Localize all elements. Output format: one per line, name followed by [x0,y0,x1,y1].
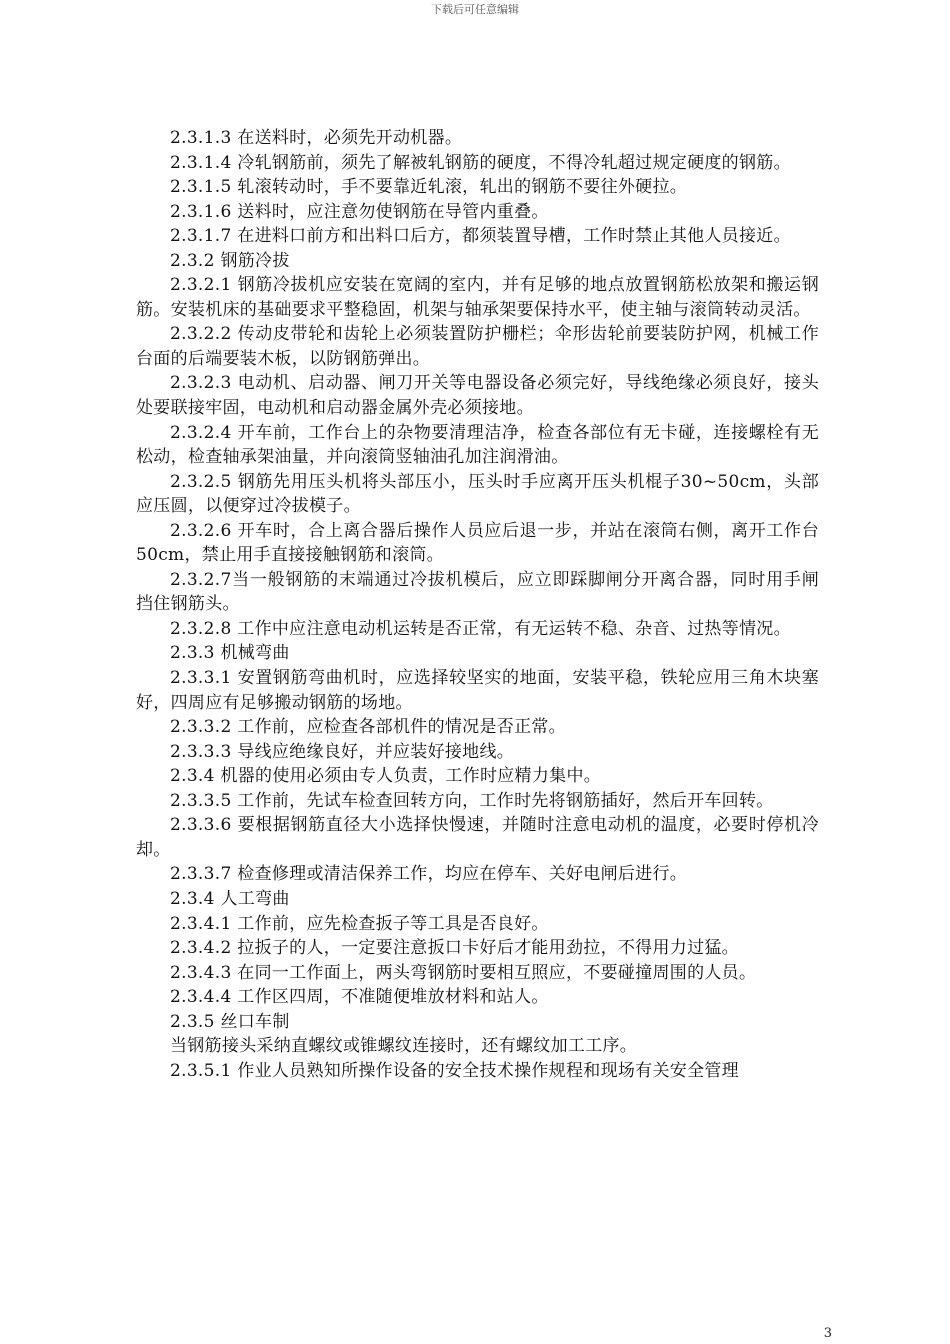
paragraph: 2.3.1.5 轧滚转动时，手不要靠近轧滚，轧出的钢筋不要往外硬拉。 [170,177,688,198]
paragraph: 2.3.1.7 在进料口前方和出料口后方，都须装置导槽，工作时禁止其他人员接近。 [170,226,791,247]
header-note: 下载后可任意编辑 [431,3,519,16]
paragraph: 2.3.1.3 在送料时，必须先开动机器。 [170,128,463,148]
section-heading: 2.3.4 人工弯曲 [170,888,290,909]
section-heading: 2.3.5 丝口车制 [170,1011,290,1032]
document-body [136,126,819,1083]
paragraph: 2.3.4 机器的使用必须由专人负责，工作时应精力集中。 [170,766,602,787]
paragraph: 当钢筋接头采纳直螺纹或锥螺纹连接时，还有螺纹加工工序。 [170,1036,638,1057]
paragraph: 2.3.2.5 钢筋先用压头机将头部压小，压头时手应离开压头机棍子30~50cm，头部应压圆，以便穿过冷拔模子。 [136,471,819,517]
paragraph: 2.3.3.1 安置钢筋弯曲机时，应选择较坚实的地面，安装平稳，铁轮应用三角木块塞好，四周应有足够搬动钢筋的场地。 [136,668,819,713]
paragraph: 2.3.3.5 工作前，先试车检查回转方向，工作时先将钢筋插好，然后开车回转。 [170,790,774,811]
section-heading: 2.3.2 钢筋冷拔 [170,250,290,271]
paragraph: 2.3.3.6 要根据钢筋直径大小选择快慢速，并随时注意电动机的温度，必要时停机冷却。 [136,815,819,860]
paragraph: 2.3.2.3 电动机、启动器、闸刀开关等电器设备必须完好，导线绝缘必须良好，接头处要联接牢固，电动机和启动器金属外壳必须接地。 [136,373,819,419]
paragraph: 2.3.3.2 工作前，应检查各部机件的情况是否正常。 [170,717,566,738]
paragraph: 2.3.5.1 作业人员熟知所操作设备的安全技术操作规程和现场有关安全管理 [170,1060,739,1081]
paragraph: 2.3.2.1 钢筋冷拔机应安装在宽阔的室内，并有足够的地点放置钢筋松放架和搬运钢筋。安装机床的基础要求平整稳固，机架与轴承架要保持水平，使主轴与滚筒转动灵活。 [136,275,819,320]
paragraph: 2.3.4.3 在同一工作面上，两头弯钢筋时要相互照应，不要碰撞周围的人员。 [170,962,757,983]
paragraph: 2.3.4.1 工作前，应先检查扳子等工具是否良好。 [170,913,549,934]
paragraph: 2.3.2.2 传动皮带轮和齿轮上必须装置防护栅栏；伞形齿轮前要装防护网，机械工作台面的后端要装木板，以防钢筋弹出。 [136,324,819,369]
paragraph: 2.3.1.4 冷轧钢筋前，须先了解被轧钢筋的硬度，不得冷轧超过规定硬度的钢筋。 [170,152,791,173]
paragraph: 2.3.1.6 送料时，应注意勿使钢筋在导管内重叠。 [170,201,549,222]
paragraph: 2.3.2.8 工作中应注意电动机运转是否正常，有无运转不稳、杂音、过热等情况。 [170,618,791,639]
paragraph: 2.3.3.3 导线应绝缘良好，并应装好接地线。 [170,741,515,762]
paragraph: 2.3.2.4 开车前，工作台上的杂物要清理洁净，检查各部位有无卡碰，连接螺栓有无松动，检查轴承架油量，并向滚筒竖轴油孔加注润滑油。 [136,422,819,468]
paragraph: 2.3.4.4 工作区四周，不准随便堆放材料和站人。 [170,987,549,1008]
section-heading: 2.3.3 机械弯曲 [170,643,290,664]
paragraph: 2.3.2.7当一般钢筋的末端通过冷拔机模后，应立即踩脚闸分开离合器，同时用手闸挡住钢筋头。 [136,569,819,615]
paragraph: 2.3.3.7 检查修理或清洁保养工作，均应在停车、关好电闸后进行。 [170,864,688,885]
paragraph: 2.3.4.2 拉扳子的人，一定要注意扳口卡好后才能用劲拉，不得用力过猛。 [170,938,739,959]
paragraph: 2.3.2.6 开车时，合上离合器后操作人员应后退一步，并站在滚筒右侧，离开工作台50cm，禁止用手直接接触钢筋和滚筒。 [136,520,819,566]
page-number: 3 [823,1326,832,1341]
